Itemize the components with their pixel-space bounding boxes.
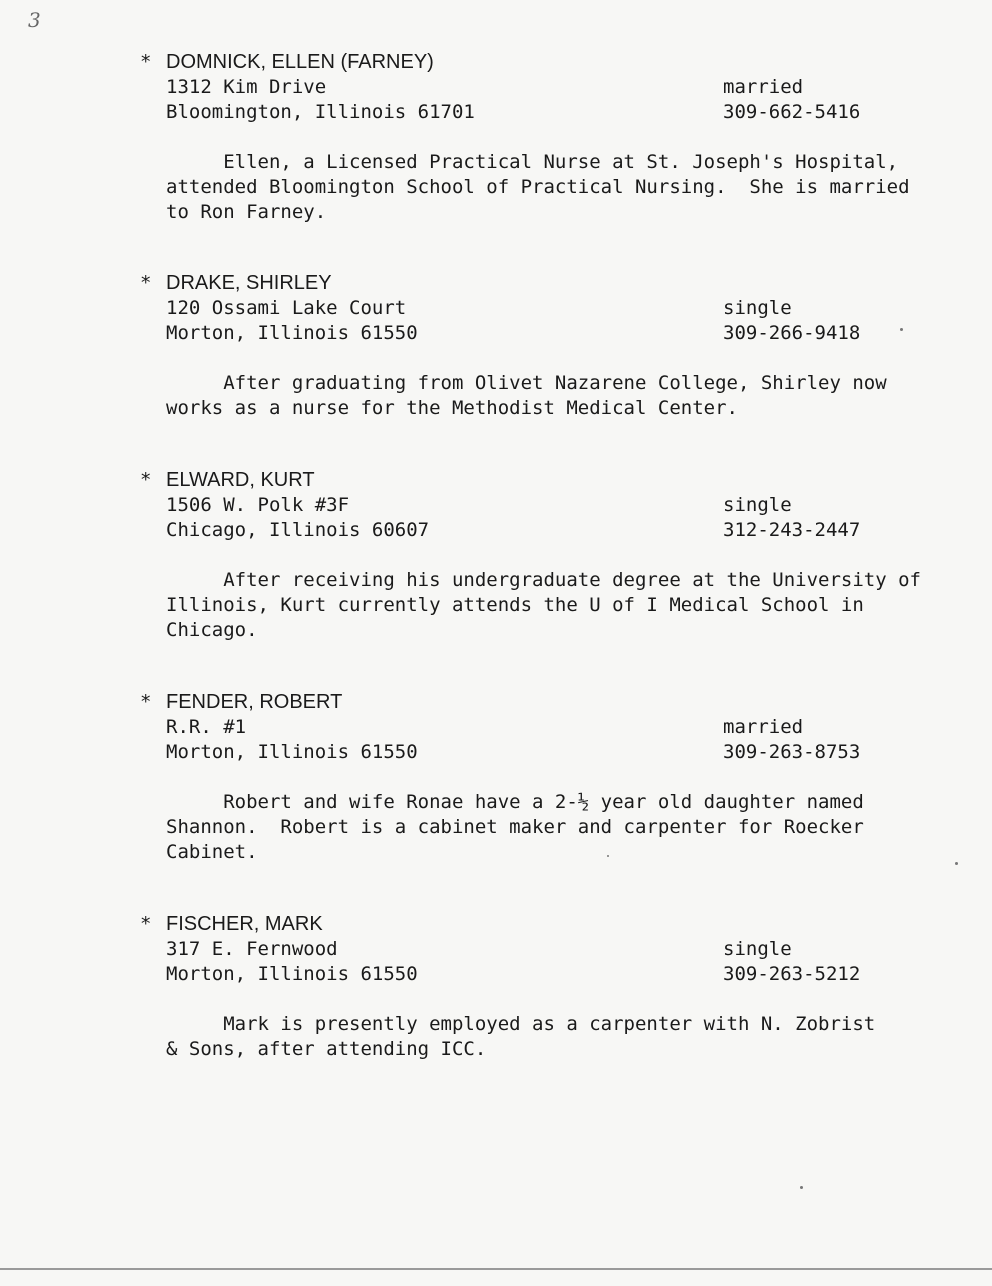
address-line-2 bbox=[140, 740, 985, 765]
directory-entry bbox=[140, 690, 985, 865]
street-address: 317 E. Fernwood bbox=[166, 938, 338, 960]
asterisk-marker: * bbox=[140, 691, 152, 713]
address-line-1 bbox=[140, 937, 985, 962]
address-line-2 bbox=[140, 518, 985, 543]
bio-line: Mark is presently employed as a carpenter with N. Zobrist bbox=[166, 1013, 876, 1035]
entry-name-line bbox=[140, 50, 985, 75]
address-line-1 bbox=[140, 296, 985, 321]
asterisk-marker: * bbox=[140, 51, 152, 73]
phone-number: 309-263-5212 bbox=[723, 963, 861, 985]
marital-status: married bbox=[723, 76, 804, 98]
entry-bio bbox=[140, 371, 985, 421]
phone-number: 309-263-8753 bbox=[723, 741, 861, 763]
phone-number: 309-662-5416 bbox=[723, 101, 861, 123]
city-state-zip: Morton, Illinois 61550 bbox=[166, 963, 418, 985]
scan-speck bbox=[955, 862, 958, 865]
street-address: 120 Ossami Lake Court bbox=[166, 297, 407, 319]
bio-line: Chicago. bbox=[166, 619, 258, 641]
entry-name: DRAKE, SHIRLEY bbox=[166, 272, 332, 294]
scan-speck bbox=[800, 1186, 803, 1189]
address-line-1 bbox=[140, 75, 985, 100]
bio-line: & Sons, after attending ICC. bbox=[166, 1038, 487, 1060]
bio-line: After graduating from Olivet Nazarene College, Shirley now bbox=[166, 372, 887, 394]
asterisk-marker: * bbox=[140, 469, 152, 491]
street-address: R.R. #1 bbox=[166, 716, 247, 738]
street-address: 1312 Kim Drive bbox=[166, 76, 327, 98]
entry-name: FISCHER, MARK bbox=[166, 913, 323, 935]
marital-status: single bbox=[723, 494, 792, 516]
scan-speck bbox=[900, 328, 903, 331]
city-state-zip: Bloomington, Illinois 61701 bbox=[166, 101, 475, 123]
entry-bio bbox=[140, 150, 985, 225]
directory-entry bbox=[140, 912, 985, 1062]
street-address: 1506 W. Polk #3F bbox=[166, 494, 350, 516]
entry-name-line bbox=[140, 690, 985, 715]
entry-bio bbox=[140, 1012, 985, 1062]
address-line-2 bbox=[140, 100, 985, 125]
phone-number: 312-243-2447 bbox=[723, 519, 861, 541]
marital-status: single bbox=[723, 297, 792, 319]
entry-name: ELWARD, KURT bbox=[166, 469, 315, 491]
address-line-2 bbox=[140, 321, 985, 346]
scan-speck bbox=[607, 855, 609, 857]
page-bottom-edge bbox=[0, 1268, 992, 1270]
bio-line: Ellen, a Licensed Practical Nurse at St. Joseph's Hospital, bbox=[166, 151, 899, 173]
entry-bio bbox=[140, 790, 985, 865]
address-line-1 bbox=[140, 493, 985, 518]
entry-name: FENDER, ROBERT bbox=[166, 691, 343, 713]
entry-bio bbox=[140, 568, 985, 643]
entry-name: DOMNICK, ELLEN (FARNEY) bbox=[166, 51, 434, 73]
bio-line: to Ron Farney. bbox=[166, 201, 327, 223]
address-line-1 bbox=[140, 715, 985, 740]
city-state-zip: Chicago, Illinois 60607 bbox=[166, 519, 430, 541]
marital-status: married bbox=[723, 716, 804, 738]
bio-line: attended Bloomington School of Practical Nursing. She is married bbox=[166, 176, 910, 198]
entry-name-line bbox=[140, 468, 985, 493]
entry-name-line bbox=[140, 912, 985, 937]
directory-entry bbox=[140, 50, 985, 225]
directory-entry bbox=[140, 468, 985, 643]
page-number-mark: 3 bbox=[28, 8, 41, 32]
address-line-2 bbox=[140, 962, 985, 987]
directory-entry bbox=[140, 271, 985, 421]
bio-line: Shannon. Robert is a cabinet maker and carpenter for Roecker bbox=[166, 816, 864, 838]
bio-line: After receiving his undergraduate degree at the University of bbox=[166, 569, 921, 591]
entry-name-line bbox=[140, 271, 985, 296]
city-state-zip: Morton, Illinois 61550 bbox=[166, 741, 418, 763]
asterisk-marker: * bbox=[140, 272, 152, 294]
bio-line: works as a nurse for the Methodist Medical Center. bbox=[166, 397, 738, 419]
marital-status: single bbox=[723, 938, 792, 960]
bio-line: Robert and wife Ronae have a 2-½ year old daughter named bbox=[166, 791, 864, 813]
city-state-zip: Morton, Illinois 61550 bbox=[166, 322, 418, 344]
asterisk-marker: * bbox=[140, 913, 152, 935]
bio-line: Illinois, Kurt currently attends the U of I Medical School in bbox=[166, 594, 864, 616]
phone-number: 309-266-9418 bbox=[723, 322, 861, 344]
bio-line: Cabinet. bbox=[166, 841, 258, 863]
